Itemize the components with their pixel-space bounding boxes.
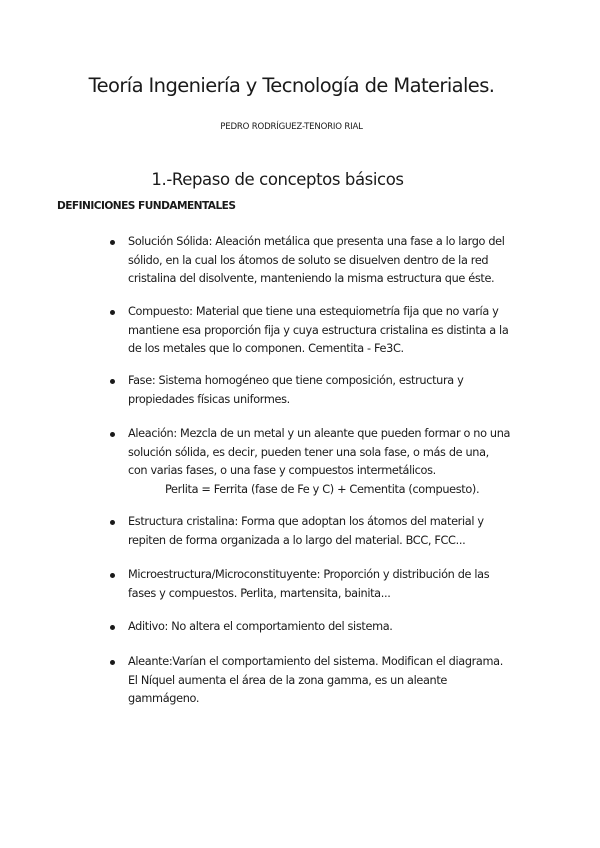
item-text-line: El Níquel aumenta el área de la zona gamma, es un aleante [128,673,448,687]
item-text-line: Aleación: Mezcla de un metal y un aleante que pueden formar o no una [128,427,511,440]
document-title: Teoría Ingeniería y Tecnología de Materiales. [88,74,495,97]
bullet-icon [110,520,115,525]
item-text-line: propiedades físicas uniformes. [128,392,290,406]
item-text-line: de los metales que lo componen. Cementita - Fe3C. [128,342,404,356]
item-text-line: Aditivo: No altera el comportamiento del sistema. [128,620,393,633]
bullet-icon [110,660,115,665]
item-text-line: Estructura cristalina: Forma que adoptan los átomos del material y [128,515,484,528]
list-item [128,618,536,637]
item-text-line: cristalina del disolvente, manteniendo la misma estructura que éste. [128,272,495,286]
item-text-line: mantiene esa proporción fija y cuya estructura cristalina es distinta a la [128,323,509,337]
item-text-line: con varias fases, o una fase y compuestos intermetálicos. [128,464,436,478]
item-text-line: solución sólida, es decir, pueden tener una sola fase, o más de una, [128,445,489,459]
bullet-icon [110,379,115,384]
item-text-line: Aleante:Varían el comportamiento del sistema. Modifican el diagrama. [128,655,503,668]
section-heading: 1.-Repaso de conceptos básicos [151,170,404,189]
list-item [128,566,536,603]
item-text-line: Microestructura/Microconstituyente: Proporción y distribución de las [128,568,490,581]
item-text-line: gammágeno. [128,692,200,706]
list-item [128,513,536,550]
bullet-icon [110,432,115,437]
list-item [128,425,536,500]
bullet-icon [110,240,115,245]
subheading: DEFINICIONES FUNDAMENTALES [57,200,236,212]
item-text-line: sólido, en la cual los átomos de soluto se disuelven dentro de la red [128,253,489,267]
bullet-icon [110,310,115,315]
item-example: Perlita = Ferrita (fase de Fe y C) + Cementita (compuesto). [165,483,480,497]
item-text-line: Compuesto: Material que tiene una estequiometría fija que no varía y [128,305,499,318]
item-text-line: Solución Sólida: Aleación metálica que presenta una fase a lo largo del [128,235,505,248]
item-text-line: fases y compuestos. Perlita, martensita, bainita... [128,586,391,600]
item-text-line: Fase: Sistema homogéneo que tiene composición, estructura y [128,374,464,387]
list-item [128,653,536,709]
item-text-line: repiten de forma organizada a lo largo del material. BCC, FCC... [128,533,466,547]
list-item [128,303,536,359]
bullet-icon [110,625,115,630]
list-item [128,372,536,409]
bullet-icon [110,573,115,578]
list-item [128,233,536,289]
author-name: PEDRO RODRÍGUEZ-TENORIO RIAL [220,122,363,132]
